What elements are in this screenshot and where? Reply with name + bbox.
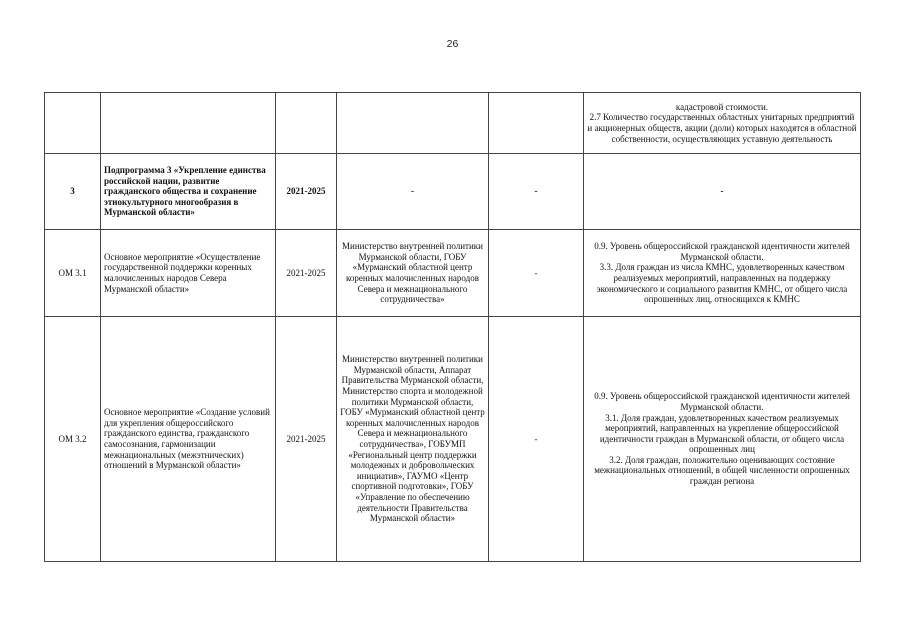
row-executor-cell: - bbox=[337, 154, 489, 230]
page-number: 26 bbox=[446, 38, 459, 50]
row-col5-cell bbox=[489, 93, 584, 154]
row-executor-cell bbox=[337, 93, 489, 154]
row-col5-cell: - bbox=[489, 317, 584, 562]
row-name-cell: Подпрограмма 3 «Укрепление единства российской нации, развитие гражданского общества и сохранение этнокультурного многообразия в Мурманской области» bbox=[101, 154, 276, 230]
table-row bbox=[45, 317, 861, 562]
table-row bbox=[45, 154, 861, 230]
row-name-cell bbox=[101, 93, 276, 154]
row-period-cell: 2021-2025 bbox=[276, 230, 337, 317]
row-indicators-cell: 0.9. Уровень общероссийской гражданской идентичности жителей Мурманской области. 3.3. Доля граждан из числа КМНС, удовлетворенных качеством реализуемых мероприятий, направленных на поддержку экономического и социального развития КМНС, от общего числа опрошенных лиц, относящихся к КМНС bbox=[584, 230, 861, 317]
row-indicators-cell: кадастровой стоимости. 2.7 Количество государственных областных унитарных предприятий и акционерных обществ, акции (доли) которых находятся в областной собственности, осуществляющих уставную деятельность bbox=[584, 93, 861, 154]
row-name-cell: Основное мероприятие «Осуществление государственной поддержки коренных малочисленных народов Севера Мурманской области» bbox=[101, 230, 276, 317]
row-number-cell: 3 bbox=[45, 154, 101, 230]
row-col5-cell: - bbox=[489, 230, 584, 317]
table-row bbox=[45, 93, 861, 154]
row-period-cell bbox=[276, 93, 337, 154]
row-executor-cell: Министерство внутренней политики Мурманской области, Аппарат Правительства Мурманской области, Министерство спорта и молодежной политики Мурманской области, ГОБУ «Мурманский областной центр коренных малочисленных народов Севера и межнационального сотрудничества», ГОБУМП «Региональный центр поддержки молодежных и добровольческих инициатив», ГАУМО «Центр спортивной подготовки», ГОБУ «Управление по обеспечению деятельности Правительства Мурманской области» bbox=[337, 317, 489, 562]
row-executor-cell: Министерство внутренней политики Мурманской области, ГОБУ «Мурманский областной центр коренных малочисленных народов Севера и межнационального сотрудничества» bbox=[337, 230, 489, 317]
row-number-cell: ОМ 3.1 bbox=[45, 230, 101, 317]
row-number-cell bbox=[45, 93, 101, 154]
row-period-cell: 2021-2025 bbox=[276, 317, 337, 562]
table-row bbox=[45, 230, 861, 317]
row-period-cell: 2021-2025 bbox=[276, 154, 337, 230]
row-col5-cell: - bbox=[489, 154, 584, 230]
program-table bbox=[44, 92, 861, 562]
row-indicators-cell: 0.9. Уровень общероссийской гражданской идентичности жителей Мурманской области. 3.1. Доля граждан, удовлетворенных качеством реализуемых мероприятий, направленных на укрепление общероссийской идентичности граждан в Мурманской области, от общего числа опрошенных лиц 3.2. Доля граждан, положительно оценивающих состояние межнациональных отношений, в общей численности опрошенных граждан региона bbox=[584, 317, 861, 562]
row-number-cell: ОМ 3.2 bbox=[45, 317, 101, 562]
row-indicators-cell: - bbox=[584, 154, 861, 230]
row-name-cell: Основное мероприятие «Создание условий для укрепления общероссийского гражданского единства, гражданского самосознания, гармонизации межнациональных (межэтнических) отношений в Мурманской области» bbox=[101, 317, 276, 562]
